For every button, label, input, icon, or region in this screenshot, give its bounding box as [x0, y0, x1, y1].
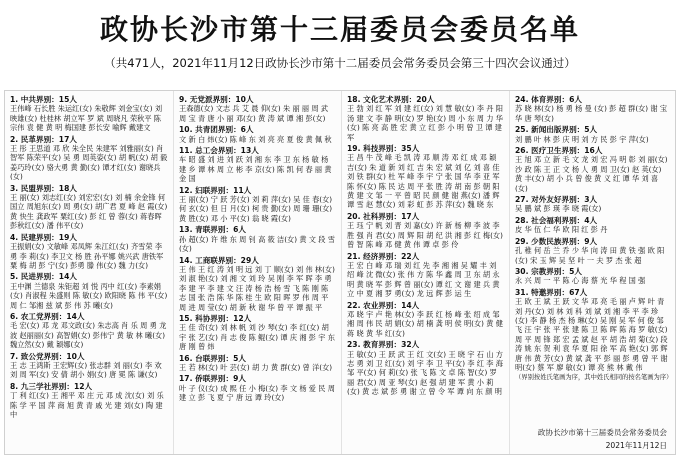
sector-heading: 30. 宗教界别：5人	[515, 266, 582, 276]
member-names: 王伟峰 石长胜 朱运红(女) 朱敬辉 刘金宝(女) 刘映雄(女) 杜桂林 胡立军 罗 斌 周晓凡 荣秋平 陈宗伟 袁 健 黄 明 梅国建 彭长安 喻辉 戴建文	[10, 104, 163, 133]
member-names: 吴 鹏 斌 彭 瑛 李 晓 霞(女)	[515, 204, 602, 214]
member-names: 文 新 白 炜(女) 陈 峰 东 刘 亮 亮 夏 俊 黄 佩 秋	[179, 134, 332, 144]
sector-group	[179, 186, 336, 224]
member-names: 王中渊 兰德泉 朱钜超 刘 悦 丙中 红(女) 李素娟(女) 肖淑程 朱盛则 陈 敏(女) 欧阳晓 陈 伟 平(女) 周 仁 邹湘 兹 斌 彭 伟 苏 曦(女)	[10, 281, 168, 310]
sector-heading: 21. 经济界别：22人	[347, 251, 420, 261]
sector-heading: 14. 工商联界别：29人	[179, 255, 259, 265]
sector-group	[10, 382, 168, 420]
sector-group	[515, 267, 670, 286]
member-names: 王 欧 王 斌 王 跃 文 华 邓 亮 毛 丽 卢 辉 叶 青 刘 丹(女) 刘 林 刘 科 刘 斌 刘 湘 李 平 李 珍(女) 李 静 杨 杰 杨 琳(女) 吴 刚 吴 军 何 俊 邹 飞 汪 宇 张 平 张 建 陈 卫 陈 晖 陈 海 罗 敏(女) 周 平 周 锋 郑 宏 孟 斌 赵 平 胡 浩 胡 菊(女) 段 涛 姚 东 贺 利 袁 华 夏 阳 徐 军 高 艳(女) 郭 辉 唐 伟 黄 芳(女) 黄 斌 龚 平 彭 丽 彭 勇 曾 平 谢 明(女) 蔡 军 廖 敏(女) 谭 亮 熊 林 戴 伟	[515, 297, 668, 372]
sector-group	[179, 125, 336, 144]
member-names: 车 昭 盛 刘 进 刘 跃 刘 湘 东 李 卫 东 杨 敏 杨 建 乡 谭 林 周 立 彬 李 京(女) 陈 凯 何 春 丽 黄 金 国	[179, 155, 332, 184]
sector-group	[10, 352, 168, 380]
member-names: 王 若 林(女) 叶 芸(女) 胡 力 黄 群(女) 曾 洋(女)	[179, 362, 333, 372]
sector-heading: 20. 社科界别：17人	[347, 211, 420, 221]
sector-group	[515, 125, 670, 144]
sector-heading: 16. 台联界别：5人	[179, 353, 246, 363]
sector-heading: 2. 民革界别：17人	[10, 134, 77, 144]
sector-heading: 1. 中共界别：15人	[10, 95, 77, 104]
member-names: 王 彤 王思道 邓 欣 朱全民 朱建军 刘雅丽(女) 肖智军 陈荣平(女) 吴 勇 周英姿(女) 胡 帆(女) 胡 毅 姜巧玲(女) 骆大勇 黄 勤(女) 谭才红(女) 谢晓兵(女)	[10, 144, 168, 182]
member-list-frame	[4, 90, 676, 455]
sector-heading: 29. 少数民族界别：9人	[515, 236, 598, 246]
member-names: 毛 宏(女) 邓 龙 邓文政(女) 朱志高 肖 乐 周 勇 龙 波 赵丽丽(女) 高智娟(女) 彭伟宁 黄 敏 林 曦(女) 魏立然(女) 戴 颖娜(女)	[10, 321, 167, 350]
sector-group	[515, 146, 670, 193]
member-names: 王 旭 邓 立 新 毛 文 龙 刘 宏 冯 明 彰 刘 丽(女) 沙 政 陈 王 正 文 杨 人 勇 周 卫(女) 赵 英(女) 黄 丰(女) 胡 小 兵 曾 俊 黄 义 红 谭 华 刘 喜(女)	[515, 155, 668, 193]
sector-heading: 3. 民盟界别：18人	[10, 183, 77, 193]
sector-heading: 22. 农业界别：14人	[347, 300, 420, 310]
ordering-note: （界别按姓氏笔画为序，其中姓氏相同的按名笔画为序）	[515, 374, 673, 382]
member-names: 丁 利 红(女) 王 湘平 邓 庄 元 邓 成 沈(女) 刘 乐 陈 学 平 国 萍 商 旭 黄 青 戚 光 建 刘(女) 陶 建 中	[10, 391, 164, 419]
document-subtitle: （共471人，2021年11月12日政协长沙市第十二届委员会常务委员会第三十四次会议通过）	[104, 56, 576, 70]
sector-group	[515, 237, 670, 265]
sector-group	[347, 252, 504, 299]
member-names: 王 宏 白 峰 邓 瑞 刘 红 先 李 湘 湘 吴 耀 丰 刘 绍 峰 沈 微(女) 张 伟 方 陈 华 鑫 周 卫 东 胡 永 明 黄 晓 军 彭 辉 曾 丽(女) 谭 红 文 谢 建 兵 黄 立 中 夏 湘 罗 勇(女) 龙 远 辉 彭 运 生	[347, 260, 500, 299]
member-names: 刘 鹏 叶 林 彭 庆 明 刘 方 民 彭 宇 萍(女)	[515, 134, 649, 144]
sector-heading: 11. 总工会界别：13人	[179, 146, 259, 156]
sector-heading: 15. 科协界别：12人	[179, 313, 252, 323]
member-names: 王 丽(女) 宁 跃 芳(女) 刘 莉 萍(女) 吴 佳 春(女) 何 玄(女) 但 日 月(女) 柯 贵 勤(女) 周 珊 珊(女) 黄 胜(女) 邓 小 平(女) 翁 晓 霞(女)	[179, 195, 333, 223]
sector-group	[10, 184, 168, 231]
member-names: 孔 稚 何 岳 兰 乔 少 华 向 涛 田 黄 铁 强 欧 阳(女) 宋 玉 辉 吴 坚 叶 一 夫 罗 杰 张 超	[515, 246, 665, 265]
sector-group	[179, 314, 336, 352]
sector-heading: 24. 体育界别：6人	[515, 95, 582, 104]
sector-heading: 19. 科技界别：35人	[347, 144, 420, 154]
sector-heading: 28. 社会福利界别：4人	[515, 215, 598, 225]
member-names: 王 丽(女) 刘志红(女) 刘宏宏(女) 刘 楠 余金锋 何国立 周旭东(女) 周 勇(女) 胡广君 夏 峰 赵 霞(女) 黄 快生 龚政军 粟红(女) 彭 红 曾 蓉(女) 蒋春晖 彭秋红(女) 潘 伟平(女)	[10, 193, 168, 231]
member-names: 王 志 王鸿斯 王宏辉(女) 张志群 刘 丽(女) 李 欢 刘 周 军(女) 安 倩 胡小 娟(女) 唐 冕 陈 谦(女)	[10, 360, 162, 380]
sector-group	[515, 216, 670, 235]
sector-heading: 9. 无党派界别：10人	[179, 95, 254, 104]
column-4	[509, 91, 675, 454]
sector-group	[179, 146, 336, 184]
issue-date: 2021年11月12日	[605, 441, 667, 450]
sector-group	[179, 256, 336, 312]
sector-heading: 13. 青联界别：6人	[179, 225, 246, 235]
sector-group	[10, 233, 168, 271]
sector-group	[179, 95, 336, 123]
sector-group	[347, 301, 504, 339]
sector-heading: 6. 农工党界别：14人	[10, 311, 85, 321]
document-title: 政协长沙市第十三届委员会委员名单	[99, 13, 580, 46]
member-names: 王 敏(女) 王 跃 武 王 红 文(女) 王 晓 宇 石 山 方 志 勇 刘 卫 红(女) 刘 宇 李 卫 平(女) 李 红 李 海 邹 平(女) 何 莉(女) 张 飞 陈 文 卓 陈 智(女) 罗 丽 君(女) 周 亚 琴(女) 赵 强 胡 建 军 黄 小 莉(女) 黄 志 斌 彭 勇 谢 立 曾 令 军 谭 向 东 颜 明	[347, 349, 503, 397]
member-names: 皮 华 伍 仁 华 欧 阳 红 彭 丹	[515, 225, 608, 235]
member-names: 永 兴 周 一 平 陈 心 海 蔡 光 华 程 国 强	[515, 276, 646, 286]
member-names: 王森德(女) 文志 兵 艾 晨 仰(女) 朱 丽 丽 周 武 周 宝 青 唐 小 丽 邓(女) 黄 涛 斌 谭 湘 彭(女)	[179, 104, 329, 123]
sector-group	[10, 272, 168, 310]
member-names: 叶 子 仪(女) 成 熙 任 小 梅(女) 李 文 杨 爱 民 周 建 立 彭 飞 夏 宁 唐 远 谭 玲(女)	[179, 383, 335, 403]
issuer-signature: 政协长沙市第十三届委员会常务委员会	[537, 428, 667, 437]
member-names: 王 伟 王 红 涛 刘 明 远 刘 丁 顺(女) 刘 伟 林(女) 刘 淑 艳(女) 刘 湘 文 刘 玲 吴 刚 李 军 晖 李 勇 李 建 平 李 建 文 汪 涛 杨 浩 杨 雪 飞 陈 刚 陈 志 国 张 浩 陈 华 陈 桂 生 欧 阳 晖 罗 伟 周 平 周 进 周 莹(女) 胡 新 秋 谢 华 曾 平 谭 振 平	[179, 264, 335, 312]
column-3	[341, 91, 509, 454]
sector-group	[347, 95, 504, 142]
sector-heading: 7. 致公党界别：10人	[10, 351, 85, 361]
member-names: 王振娟(女) 文敏峰 邓凤辉 朱江红(女) 齐雪荣 李 勇 李 莉(女) 李卫文 杨 胜 孙平娜 姚兴武 唐铁军 粟 梅 胡 彭 宁(女) 彭勇 滕 伟(女) 魏 力(女)	[10, 242, 164, 270]
sector-heading: 26. 医疗卫生界别：16人	[515, 146, 603, 156]
sector-heading: 4. 民建界别：19人	[10, 232, 77, 242]
sector-group	[347, 340, 504, 396]
sector-group	[10, 95, 168, 133]
member-names: 王 勃 刘 红 军 刘 建 红(女) 刘 慧 敏(女) 李 丹 阳 汤 建 文 李 静 明(女) 罗 艳(女) 周 小 东 周 力 华(女) 陈 亮 高 胜 宏 黄 立 红 彭 小 明 曾 卫 谭 建 军	[347, 104, 503, 142]
sector-heading: 18. 文化艺术界别：20人	[347, 95, 435, 104]
sector-heading: 23. 教育界别：32人	[347, 340, 420, 350]
member-names: 王 佳 奇(女) 刘 林 帆 刘 沙 琴(女) 李 红(女) 胡 宇 张 艺(女) 肖 志 俊 陈 鲲(女) 谭 庆 湘 彭 宇 东 唐 刚 曾 炜	[179, 323, 335, 352]
column-2	[173, 91, 341, 454]
sector-heading: 27. 对外友好界别：3人	[515, 195, 598, 205]
sector-group	[179, 225, 336, 253]
sector-heading: 8. 九三学社界别：12人	[10, 381, 93, 391]
sector-heading: 12. 妇联界别：11人	[179, 185, 252, 195]
sector-heading: 17. 侨联界别：9人	[179, 374, 246, 384]
sector-group	[347, 144, 504, 210]
sector-group	[347, 212, 504, 250]
member-names: 孙 超(女) 许 维 东 周 钊 高 筱 洁(女) 黄 文 段 雪(女)	[179, 234, 335, 254]
member-names: 苏 晓 林(女) 杨 勇 杨 曼 (女) 彭 超 群(女) 谢 宝 华 唐 琴(女)	[515, 104, 668, 123]
member-names: 王 昌 牛 茂 峰 毛 凯 涛 邓 顺 涛 邓 红 成 邓 颖 吉(女) 朱 道 新 刘 红 吉 朱 宏 斌 刘 亿 刘 喜 佳 刘 铁 群(女) 杜 军 峰 李 宇 宁 张 国 华 李 亚 军 陈 怀(女) 陈 民 达 周 平 张 胜 涛 胡 南 彭 朝 阳 黄 建 文 邹 一 平 曾 昭 民 颜 健 谢 燕(女) 潘 辉 谭 雪 赵 慧(女) 刘 彩 虹 彭 苏 萍(女) 魏 晓 东	[347, 153, 500, 210]
member-names: 邓 晓 宇 卢 艳 林(女) 李 跃 红 杨 峰 张 绍 成 邹 湘 周 伟 民 胡 娟(女) 胡 楠 龚 明 侯 明(女) 黄 健 蒋 晓 黄 华 红(女)	[347, 309, 503, 338]
sector-heading: 5. 民进界别：14人	[10, 272, 77, 282]
sector-heading: 25. 新闻出版界别：5人	[515, 125, 598, 135]
sector-group	[10, 135, 168, 182]
sector-group	[10, 312, 168, 350]
sector-heading: 10. 共青团界别：6人	[179, 125, 254, 135]
sector-group	[179, 354, 336, 373]
member-names: 王 珏 宁 帆 刘 晋 刘 嘉(女) 许 新 杨 柳 李 波 李 胜 强 肖 君(女) 周 辉 阳 胡 纪 洪 湘 彭 红 梅(女) 曾 智 陈 峰 邓 健 黄 伟 谭 卓 彭 伶	[347, 221, 503, 250]
sector-heading: 31. 特邀界别：67人	[515, 287, 588, 297]
sector-group	[515, 288, 670, 373]
sector-group	[515, 195, 670, 214]
column-1	[5, 91, 173, 454]
sector-group	[515, 95, 670, 123]
sector-group	[179, 374, 336, 402]
